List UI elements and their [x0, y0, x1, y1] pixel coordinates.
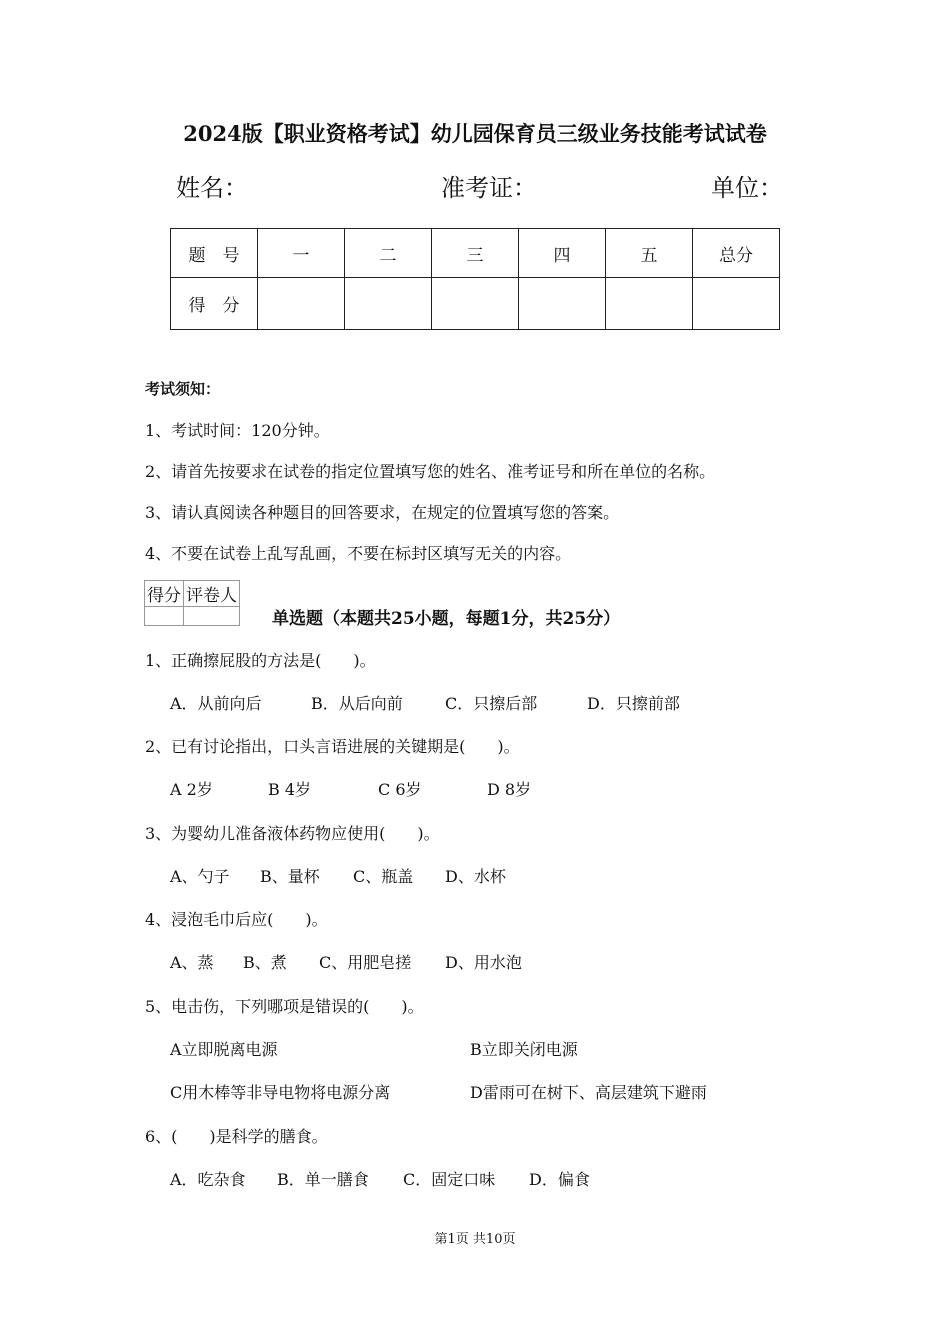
question-option: B立即关闭电源	[470, 1040, 578, 1059]
question-option: B 4岁	[268, 780, 312, 799]
question-stem: 1、正确擦屁股的方法是( )。	[145, 651, 376, 670]
score-header-cell: 一	[258, 229, 345, 278]
question-option: D、用水泡	[445, 953, 522, 972]
note-item: 2、请首先按要求在试卷的指定位置填写您的姓名、准考证号和所在单位的名称。	[145, 462, 716, 481]
question-option: C．固定口味	[403, 1170, 496, 1189]
question-option: B、量杯	[260, 867, 320, 886]
question-stem: 5、电击伤，下列哪项是错误的( )。	[145, 997, 424, 1016]
question-stem: 2、已有讨论指出，口头言语进展的关键期是( )。	[145, 737, 520, 756]
score-cell[interactable]	[606, 278, 693, 330]
question-option: A、蒸	[170, 953, 214, 972]
question-stem: 3、为婴幼儿准备液体药物应使用( )。	[145, 824, 440, 843]
score-header-cell: 三	[432, 229, 519, 278]
section-title: 单选题（本题共25小题，每题1分，共25分）	[272, 609, 621, 629]
document-title: 2024版【职业资格考试】幼儿园保育员三级业务技能考试试卷	[183, 121, 767, 146]
score-cell[interactable]	[345, 278, 432, 330]
score-table	[170, 228, 780, 330]
ticket-label: 准考证：	[441, 174, 537, 202]
score-cell[interactable]	[693, 278, 780, 330]
question-option: A 2岁	[170, 780, 213, 799]
question-option: D雷雨可在树下、高层建筑下避雨	[470, 1083, 707, 1102]
question-option: C、瓶盖	[353, 867, 414, 886]
score-header-cell: 四	[519, 229, 606, 278]
notes-title: 考试须知：	[145, 380, 221, 398]
score-header-cell: 总分	[693, 229, 780, 278]
grader-reviewer-cell[interactable]	[184, 607, 240, 626]
question-option: A立即脱离电源	[170, 1040, 278, 1059]
unit-label: 单位：	[711, 174, 783, 202]
question-option: A、勺子	[170, 867, 230, 886]
question-option: B、煮	[243, 953, 287, 972]
grader-box	[144, 580, 240, 626]
question-option: B．单一膳食	[277, 1170, 369, 1189]
score-header-cell: 题 号	[171, 229, 258, 278]
page-footer: 第1页 共10页	[434, 1232, 516, 1247]
note-item: 3、请认真阅读各种题目的回答要求，在规定的位置填写您的答案。	[145, 503, 620, 522]
grader-score-cell[interactable]	[145, 607, 184, 626]
score-header-cell: 五	[606, 229, 693, 278]
question-option: D．只擦前部	[587, 694, 680, 713]
score-cell[interactable]	[258, 278, 345, 330]
question-option: C．只擦后部	[445, 694, 538, 713]
question-option: C、用肥皂搓	[319, 953, 412, 972]
grader-score-label: 得分	[145, 581, 184, 607]
question-option: B．从后向前	[311, 694, 403, 713]
grader-reviewer-label: 评卷人	[184, 581, 240, 607]
score-row-label: 得 分	[171, 278, 258, 330]
question-stem: 4、浸泡毛巾后应( )。	[145, 910, 328, 929]
note-item: 4、不要在试卷上乱写乱画，不要在标封区填写无关的内容。	[145, 544, 572, 563]
score-cell[interactable]	[519, 278, 606, 330]
question-option: C用木棒等非导电物将电源分离	[170, 1083, 391, 1102]
question-option: A．吃杂食	[170, 1170, 246, 1189]
question-option: D．偏食	[529, 1170, 590, 1189]
question-option: D 8岁	[487, 780, 532, 799]
score-cell[interactable]	[432, 278, 519, 330]
note-item: 1、考试时间：120分钟。	[145, 421, 330, 440]
name-label: 姓名：	[176, 174, 248, 202]
question-stem: 6、( )是科学的膳食。	[145, 1127, 328, 1146]
score-header-cell: 二	[345, 229, 432, 278]
question-option: A．从前向后	[170, 694, 262, 713]
question-option: D、水杯	[445, 867, 506, 886]
question-option: C 6岁	[378, 780, 422, 799]
